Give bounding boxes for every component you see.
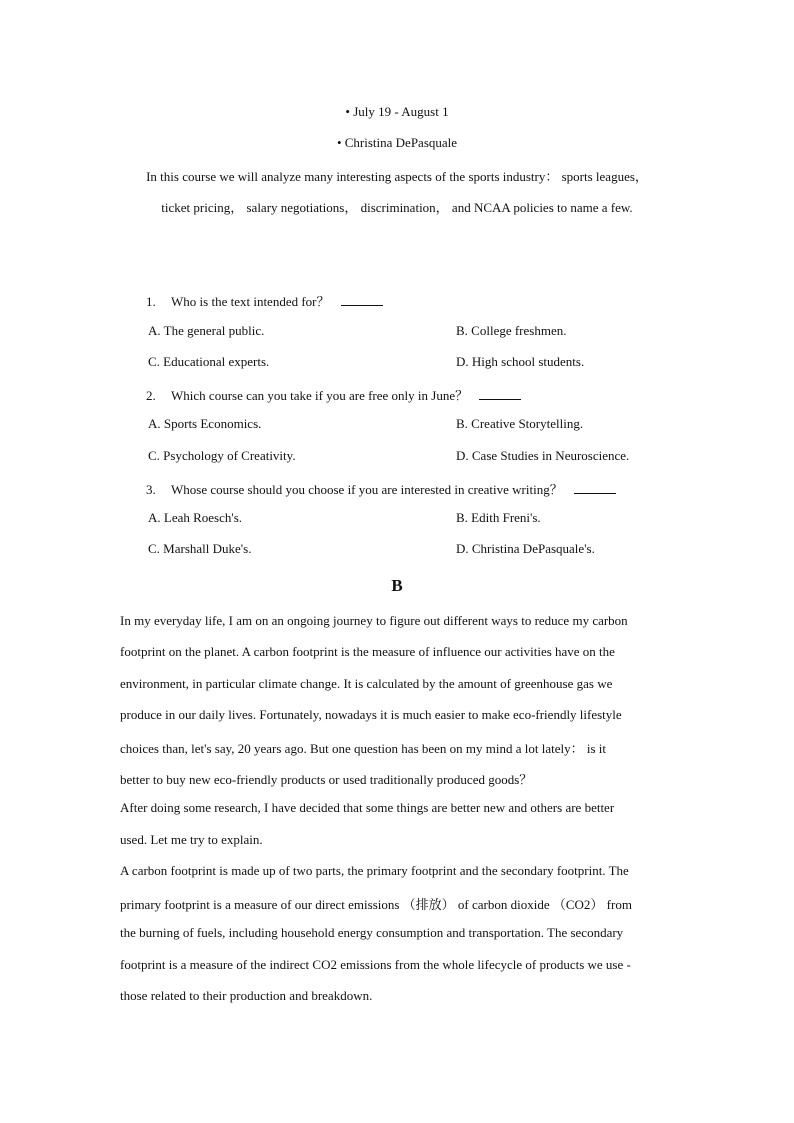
passage-line: After doing some research, I have decided that some things are better new and others are better bbox=[120, 800, 615, 815]
question-3-option-c[interactable]: C. Marshall Duke's. bbox=[148, 541, 252, 556]
passage-line: environment, in particular climate change. It is calculated by the amount of greenhouse gas we bbox=[120, 676, 613, 691]
passage-line: produce in our daily lives. Fortunately, nowadays it is much easier to make eco-friendly lifestyle bbox=[120, 707, 622, 722]
question-text: Who is the text intended for？ bbox=[171, 294, 330, 309]
question-3 bbox=[146, 479, 616, 498]
section-b-heading: B bbox=[391, 576, 403, 595]
question-2-option-a[interactable]: A. Sports Economics. bbox=[148, 416, 262, 431]
passage-line: better to buy new eco-friendly products or used traditionally produced goods？ bbox=[120, 772, 533, 787]
course-description-line-1: In this course we will analyze many interesting aspects of the sports industry： sports leagues， bbox=[146, 169, 648, 184]
answer-blank[interactable] bbox=[341, 304, 383, 306]
passage-line: A carbon footprint is made up of two parts, the primary footprint and the secondary footprint. The bbox=[120, 863, 629, 878]
question-1 bbox=[146, 291, 383, 310]
question-2 bbox=[146, 385, 521, 404]
question-3-option-a[interactable]: A. Leah Roesch's. bbox=[148, 510, 243, 525]
question-2-option-c[interactable]: C. Psychology of Creativity. bbox=[148, 448, 296, 463]
passage-line: footprint on the planet. A carbon footprint is the measure of influence our activities have on the bbox=[120, 644, 615, 659]
question-3-option-b[interactable]: B. Edith Freni's. bbox=[456, 510, 541, 525]
question-1-option-b[interactable]: B. College freshmen. bbox=[456, 323, 567, 338]
passage-line: those related to their production and breakdown. bbox=[120, 988, 373, 1003]
question-1-option-a[interactable]: A. The general public. bbox=[148, 323, 265, 338]
course-description-line-2: ticket pricing， salary negotiations， discrimination， and NCAA policies to name a few. bbox=[161, 200, 633, 215]
course-instructor: • Christina DePasquale bbox=[336, 135, 458, 150]
answer-blank[interactable] bbox=[574, 492, 616, 494]
question-2-option-d[interactable]: D. Case Studies in Neuroscience. bbox=[456, 448, 630, 463]
passage-line: primary footprint is a measure of our direct emissions （排放） of carbon dioxide （CO2） from bbox=[120, 897, 632, 912]
question-number: 1. bbox=[146, 294, 156, 309]
passage-line: the burning of fuels, including household energy consumption and transportation. The secondary bbox=[120, 925, 624, 940]
course-dates: • July 19 - August 1 bbox=[345, 104, 449, 119]
question-text: Whose course should you choose if you are interested in creative writing？ bbox=[171, 482, 563, 497]
passage-line: footprint is a measure of the indirect CO2 emissions from the whole lifecycle of products we use - bbox=[120, 957, 631, 972]
question-number: 2. bbox=[146, 388, 156, 403]
question-2-option-b[interactable]: B. Creative Storytelling. bbox=[456, 416, 584, 431]
question-1-option-c[interactable]: C. Educational experts. bbox=[148, 354, 270, 369]
answer-blank[interactable] bbox=[479, 398, 521, 400]
question-number: 3. bbox=[146, 482, 156, 497]
passage-line: used. Let me try to explain. bbox=[120, 832, 263, 847]
passage-line: choices than, let's say, 20 years ago. But one question has been on my mind a lot lately： is it bbox=[120, 741, 607, 756]
passage-line: In my everyday life, I am on an ongoing journey to figure out different ways to reduce my carbon bbox=[120, 613, 628, 628]
question-text: Which course can you take if you are free only in June？ bbox=[171, 388, 469, 403]
question-1-option-d[interactable]: D. High school students. bbox=[456, 354, 585, 369]
question-3-option-d[interactable]: D. Christina DePasquale's. bbox=[456, 541, 595, 556]
